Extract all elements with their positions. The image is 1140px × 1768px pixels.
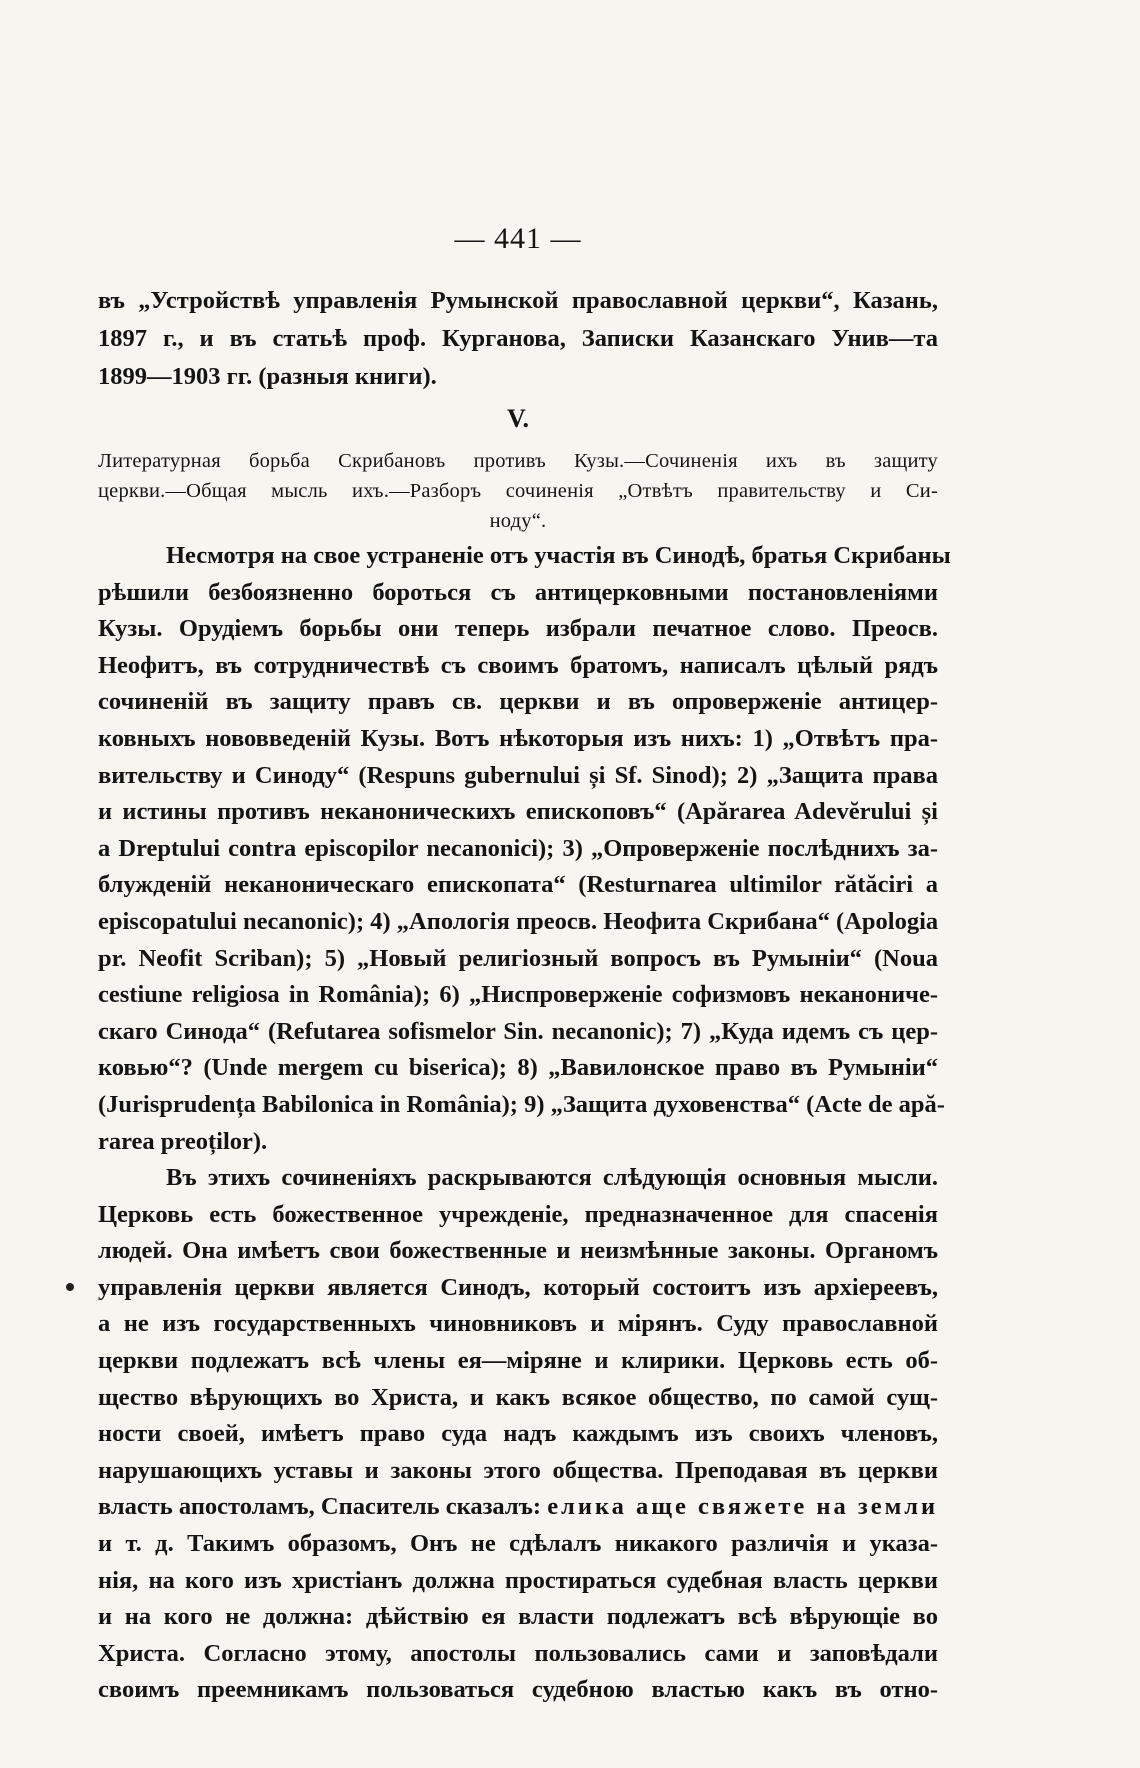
margin-dot-mark xyxy=(66,1283,74,1291)
section-summary xyxy=(98,446,938,536)
text-line: Кузы. Орудіемъ борьбы они теперь избрали печатное слово. Преосв. xyxy=(98,615,938,643)
text-line: людей. Она имѣетъ свои божественные и неизмѣнные законы. Органомъ xyxy=(98,1237,938,1265)
summary-line: Литературная борьба Скрибановъ противъ Кузы.—Сочиненія ихъ въ защиту xyxy=(98,450,938,472)
text-line-with-quote xyxy=(98,1489,938,1526)
text-segment: власть апостоламъ, Спаситель сказалъ: xyxy=(98,1493,548,1521)
text-line: episcopatului necanonic); 4) „Апологія преосв. Неофита Скрибана“ (Apologia xyxy=(98,907,939,935)
text-line: Христа. Согласно этому, апостолы пользовались сами и заповѣдали xyxy=(98,1639,938,1667)
text-line: и т. д. Такимъ образомъ, Онъ не сдѣлалъ никакого различія и указа- xyxy=(98,1530,938,1558)
text-line: cestiune religiosa in România); 6) „Ниспроверженіе софизмовъ неканониче- xyxy=(98,981,938,1009)
page-number: — 441 — xyxy=(454,222,582,255)
text-line: скаго Синода“ (Refutarea sofismelor Sin. necanonic); 7) „Куда идемъ съ цер- xyxy=(98,1017,938,1045)
scripture-quote: елика аще свяжете на земли xyxy=(547,1493,939,1521)
text-line: вительству и Синоду“ (Respuns gubernului și Sf. Sinod); 2) „Защита права xyxy=(98,761,938,789)
summary-line: церкви.—Общая мысль ихъ.—Разборъ сочиненія „Отвѣтъ правительству и Си- xyxy=(98,480,938,502)
paragraph-first-line: Въ этихъ сочиненіяхъ раскрываются слѣдующія основныя мысли. xyxy=(166,1164,938,1192)
text-line: и истины противъ неканоническихъ епископовъ“ (Apărarea Adevĕrului și xyxy=(98,798,938,826)
text-line: 1897 г., и въ статьѣ проф. Курганова, Записки Казанскаго Унив—та xyxy=(98,325,938,352)
paragraph-first-line: Несмотря на свое устраненіе отъ участія въ Синодѣ, братья Скрибаны xyxy=(166,542,951,569)
text-line: (Jurisprudența Babilonica in România); 9) „Защита духовенства“ (Acte de apă- xyxy=(98,1090,945,1118)
text-line: a Dreptului contra episcopilor necanonici); 3) „Опроверженіе послѣднихъ за- xyxy=(98,834,938,862)
text-line: церкви подлежатъ всѣ члены ея—міряне и клирики. Церковь есть об- xyxy=(98,1347,938,1375)
text-line: управленія церкви является Синодъ, который состоитъ изъ архіереевъ, xyxy=(98,1273,938,1301)
text-line: 1899—1903 гг. (разныя книги). xyxy=(98,363,437,390)
text-line: ковью“? (Unde mergem cu biserica); 8) „Вавилонское право въ Румыніи“ xyxy=(98,1054,938,1082)
text-line: нарушающихъ уставы и законы этого общества. Преподавая въ церкви xyxy=(98,1456,938,1484)
text-line: Неофитъ, въ сотрудничествѣ съ своимъ братомъ, написалъ цѣлый рядъ xyxy=(98,651,938,679)
summary-line: ноду“. xyxy=(489,510,547,532)
text-line: ковныхъ нововведеній Кузы. Вотъ нѣкоторыя изъ нихъ: 1) „Отвѣтъ пра- xyxy=(98,724,938,752)
text-line: блужденій неканоническаго епископата“ (Resturnarea ultimilor rătăciri a xyxy=(98,871,938,899)
text-line: rarea preoților). xyxy=(98,1127,268,1155)
text-line: своимъ преемникамъ пользоваться судебною властью какъ въ отно- xyxy=(98,1676,938,1704)
text-line: и на кого не должна: дѣйствію ея власти подлежатъ всѣ вѣрующіе во xyxy=(98,1603,938,1631)
text-line: а не изъ государственныхъ чиновниковъ и мірянъ. Суду православной xyxy=(98,1310,938,1338)
text-line: рѣшили безбоязненно бороться съ антицерковными постановленіями xyxy=(98,578,938,606)
text-line: сочиненій въ защиту правъ св. церкви и въ опроверженіе антицер- xyxy=(98,688,938,716)
body-text xyxy=(98,538,951,1709)
text-line: щество вѣрующихъ во Христа, и какъ всякое общество, по самой сущ- xyxy=(98,1383,938,1411)
section-heading: V. xyxy=(507,404,529,433)
text-line: въ „Устройствѣ управленія Румынской православной церкви“, Казань, xyxy=(98,287,938,314)
text-line: нія, на кого изъ христіанъ должна простираться судебная власть церкви xyxy=(98,1566,938,1594)
text-line: Церковь есть божественное учрежденіе, предназначенное для спасенія xyxy=(98,1200,938,1228)
intro-text xyxy=(98,282,938,396)
text-line: pr. Neofit Scriban); 5) „Новый религіозный вопросъ въ Румыніи“ (Noua xyxy=(98,944,938,972)
text-line: ности своей, имѣетъ право суда надъ каждымъ изъ своихъ членовъ, xyxy=(98,1420,938,1448)
